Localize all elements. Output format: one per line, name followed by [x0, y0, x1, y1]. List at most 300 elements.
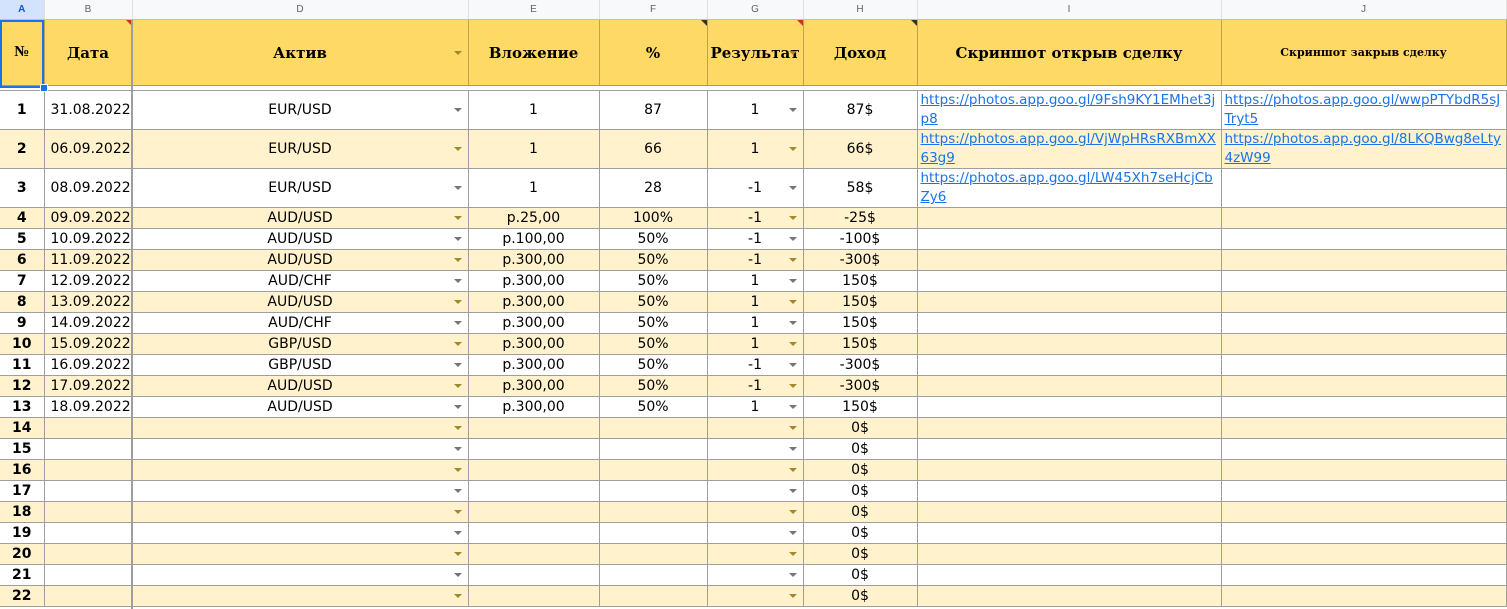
fill-handle[interactable]: [40, 84, 48, 92]
asset-cell[interactable]: AUD/CHF: [132, 313, 468, 334]
comment-marker-icon: [797, 20, 803, 26]
result-cell[interactable]: 1: [707, 397, 803, 418]
income-cell[interactable]: 150$: [803, 313, 917, 334]
dropdown-arrow-icon[interactable]: [789, 186, 797, 190]
asset-cell[interactable]: GBP/USD: [132, 355, 468, 376]
table-row: [0, 229, 1506, 250]
result-cell[interactable]: 1: [707, 313, 803, 334]
dropdown-arrow-icon[interactable]: [454, 384, 462, 388]
date-cell[interactable]: 31.08.2022: [44, 91, 132, 130]
income-cell[interactable]: 58$: [803, 169, 917, 208]
screenshot-close-link[interactable]: https://photos.app.goo.gl/8LKQBwg8eLty4zW99: [1221, 130, 1506, 169]
investment-cell[interactable]: р.300,00: [468, 271, 599, 292]
screenshot-close-link[interactable]: [1221, 460, 1506, 481]
column-letter[interactable]: F: [599, 0, 707, 20]
percent-cell[interactable]: [599, 523, 707, 544]
result-cell[interactable]: 1: [707, 91, 803, 130]
table-row: [0, 565, 1506, 586]
dropdown-arrow-icon[interactable]: [789, 384, 797, 388]
screenshot-close-link[interactable]: [1221, 397, 1506, 418]
table-row: [0, 271, 1506, 292]
dropdown-arrow-icon[interactable]: [789, 363, 797, 367]
row-number-cell[interactable]: 1: [0, 91, 44, 130]
result-cell[interactable]: -1: [707, 355, 803, 376]
investment-cell[interactable]: р.25,00: [468, 208, 599, 229]
row-number-cell[interactable]: 12: [0, 376, 44, 397]
dropdown-arrow-icon[interactable]: [789, 552, 797, 556]
date-cell[interactable]: [44, 586, 132, 607]
row-number-cell[interactable]: 20: [0, 544, 44, 565]
column-letter[interactable]: J: [1221, 0, 1506, 20]
table-row: [0, 544, 1506, 565]
income-cell[interactable]: 87$: [803, 91, 917, 130]
column-letter[interactable]: I: [917, 0, 1221, 20]
table-row: [0, 397, 1506, 418]
income-cell[interactable]: -300$: [803, 376, 917, 397]
dropdown-arrow-icon[interactable]: [789, 216, 797, 220]
date-cell[interactable]: [44, 460, 132, 481]
dropdown-arrow-icon[interactable]: [789, 573, 797, 577]
investment-cell[interactable]: [468, 565, 599, 586]
result-cell[interactable]: [707, 481, 803, 502]
result-cell[interactable]: 1: [707, 130, 803, 169]
investment-cell[interactable]: [468, 481, 599, 502]
date-cell[interactable]: [44, 544, 132, 565]
dropdown-arrow-icon[interactable]: [789, 51, 797, 55]
dropdown-arrow-icon[interactable]: [454, 342, 462, 346]
dropdown-arrow-icon[interactable]: [454, 510, 462, 514]
date-cell[interactable]: 13.09.2022: [44, 292, 132, 313]
investment-cell[interactable]: [468, 502, 599, 523]
row-number-cell[interactable]: 16: [0, 460, 44, 481]
asset-cell[interactable]: [132, 544, 468, 565]
screenshot-open-link[interactable]: [917, 334, 1221, 355]
income-cell[interactable]: -100$: [803, 229, 917, 250]
investment-cell[interactable]: р.300,00: [468, 376, 599, 397]
percent-cell[interactable]: [599, 481, 707, 502]
investment-cell[interactable]: р.300,00: [468, 355, 599, 376]
date-cell[interactable]: 06.09.2022: [44, 130, 132, 169]
investment-cell[interactable]: р.300,00: [468, 397, 599, 418]
screenshot-close-link[interactable]: [1221, 523, 1506, 544]
income-cell[interactable]: -300$: [803, 355, 917, 376]
screenshot-open-link[interactable]: https://photos.app.goo.gl/LW45Xh7seHcjCbZy6: [917, 169, 1221, 208]
header-percent-label: %: [645, 43, 661, 62]
date-cell[interactable]: [44, 565, 132, 586]
dropdown-arrow-icon[interactable]: [789, 594, 797, 598]
row-number-cell[interactable]: 6: [0, 250, 44, 271]
row-number-cell[interactable]: 13: [0, 397, 44, 418]
header-cell-num[interactable]: [0, 20, 44, 86]
screenshot-close-link[interactable]: [1221, 334, 1506, 355]
dropdown-arrow-icon[interactable]: [454, 258, 462, 262]
screenshot-close-link[interactable]: [1221, 313, 1506, 334]
header-screenshot-open-label: Скриншот открыв сделку: [955, 43, 1183, 62]
date-cell[interactable]: 16.09.2022: [44, 355, 132, 376]
screenshot-open-link[interactable]: [917, 313, 1221, 334]
asset-cell[interactable]: [132, 523, 468, 544]
dropdown-arrow-icon[interactable]: [454, 216, 462, 220]
date-cell[interactable]: 11.09.2022: [44, 250, 132, 271]
column-letter[interactable]: G: [707, 0, 803, 20]
result-cell[interactable]: [707, 502, 803, 523]
screenshot-open-link[interactable]: [917, 502, 1221, 523]
row-number-cell[interactable]: 18: [0, 502, 44, 523]
percent-cell[interactable]: 87: [599, 91, 707, 130]
result-cell[interactable]: [707, 523, 803, 544]
screenshot-close-link[interactable]: [1221, 544, 1506, 565]
result-cell[interactable]: 1: [707, 334, 803, 355]
date-cell[interactable]: 10.09.2022: [44, 229, 132, 250]
column-letter[interactable]: E: [468, 0, 599, 20]
screenshot-close-link[interactable]: [1221, 565, 1506, 586]
dropdown-arrow-icon[interactable]: [789, 531, 797, 535]
header-cell-result[interactable]: [707, 20, 803, 86]
dropdown-arrow-icon[interactable]: [454, 300, 462, 304]
income-cell[interactable]: 0$: [803, 523, 917, 544]
row-number-cell[interactable]: 4: [0, 208, 44, 229]
table-row: [0, 502, 1506, 523]
dropdown-arrow-icon[interactable]: [454, 489, 462, 493]
screenshot-close-link[interactable]: https://photos.app.goo.gl/wwpPTYbdR5sJTryt5: [1221, 91, 1506, 130]
dropdown-arrow-icon[interactable]: [789, 279, 797, 283]
income-cell[interactable]: 0$: [803, 544, 917, 565]
screenshot-open-link[interactable]: [917, 481, 1221, 502]
dropdown-arrow-icon[interactable]: [454, 186, 462, 190]
screenshot-open-link[interactable]: [917, 523, 1221, 544]
row-number-cell[interactable]: 15: [0, 439, 44, 460]
result-cell[interactable]: -1: [707, 376, 803, 397]
percent-cell[interactable]: [599, 439, 707, 460]
asset-cell[interactable]: [132, 439, 468, 460]
dropdown-arrow-icon[interactable]: [789, 300, 797, 304]
dropdown-arrow-icon[interactable]: [454, 426, 462, 430]
investment-cell[interactable]: 1: [468, 130, 599, 169]
screenshot-close-link[interactable]: [1221, 169, 1506, 208]
income-cell[interactable]: 0$: [803, 565, 917, 586]
date-cell[interactable]: [44, 439, 132, 460]
header-screenshot-close-label: Скриншот закрыв сделку: [1280, 46, 1447, 59]
row-number-cell[interactable]: 14: [0, 418, 44, 439]
dropdown-arrow-icon[interactable]: [454, 552, 462, 556]
dropdown-arrow-icon[interactable]: [789, 468, 797, 472]
dropdown-arrow-icon[interactable]: [789, 258, 797, 262]
header-cell-screenshot-open[interactable]: [917, 20, 1221, 86]
screenshot-open-link[interactable]: [917, 376, 1221, 397]
row-number-cell[interactable]: 3: [0, 169, 44, 208]
dropdown-arrow-icon[interactable]: [789, 342, 797, 346]
table-row: [0, 208, 1506, 229]
asset-cell[interactable]: EUR/USD: [132, 130, 468, 169]
result-cell[interactable]: [707, 439, 803, 460]
percent-cell[interactable]: 100%: [599, 208, 707, 229]
percent-cell[interactable]: 50%: [599, 376, 707, 397]
date-cell[interactable]: 18.09.2022: [44, 397, 132, 418]
result-cell[interactable]: [707, 418, 803, 439]
percent-cell[interactable]: 28: [599, 169, 707, 208]
result-cell[interactable]: -1: [707, 169, 803, 208]
row-number-cell[interactable]: 22: [0, 586, 44, 607]
screenshot-open-link[interactable]: [917, 565, 1221, 586]
percent-cell[interactable]: 50%: [599, 397, 707, 418]
result-cell[interactable]: -1: [707, 229, 803, 250]
dropdown-arrow-icon[interactable]: [789, 321, 797, 325]
dropdown-arrow-icon[interactable]: [454, 321, 462, 325]
result-cell[interactable]: 1: [707, 271, 803, 292]
screenshot-close-link[interactable]: [1221, 586, 1506, 607]
row-number-cell[interactable]: 7: [0, 271, 44, 292]
screenshot-close-link[interactable]: [1221, 502, 1506, 523]
table-row: [0, 586, 1506, 607]
dropdown-arrow-icon[interactable]: [789, 108, 797, 112]
dropdown-arrow-icon[interactable]: [454, 594, 462, 598]
asset-cell[interactable]: AUD/USD: [132, 376, 468, 397]
percent-cell[interactable]: 50%: [599, 313, 707, 334]
screenshot-open-link[interactable]: [917, 460, 1221, 481]
income-cell[interactable]: -300$: [803, 250, 917, 271]
date-cell[interactable]: 14.09.2022: [44, 313, 132, 334]
header-income-label: Доход: [833, 43, 887, 62]
screenshot-close-link[interactable]: [1221, 376, 1506, 397]
screenshot-open-link[interactable]: [917, 229, 1221, 250]
screenshot-open-link[interactable]: https://photos.app.goo.gl/VjWpHRsRXBmXX63g9: [917, 130, 1221, 169]
dropdown-arrow-icon[interactable]: [454, 363, 462, 367]
dropdown-arrow-icon[interactable]: [454, 447, 462, 451]
header-result-label: Результат: [710, 43, 800, 62]
asset-cell[interactable]: EUR/USD: [132, 91, 468, 130]
dropdown-arrow-icon[interactable]: [454, 51, 462, 55]
screenshot-open-link[interactable]: [917, 544, 1221, 565]
row-number-cell[interactable]: 8: [0, 292, 44, 313]
result-cell[interactable]: [707, 565, 803, 586]
asset-cell[interactable]: [132, 502, 468, 523]
percent-cell[interactable]: [599, 460, 707, 481]
investment-cell[interactable]: р.300,00: [468, 313, 599, 334]
percent-cell[interactable]: 50%: [599, 355, 707, 376]
date-cell[interactable]: 17.09.2022: [44, 376, 132, 397]
table-row: [0, 376, 1506, 397]
screenshot-open-link[interactable]: [917, 292, 1221, 313]
percent-cell[interactable]: 50%: [599, 292, 707, 313]
header-cell-percent[interactable]: [599, 20, 707, 86]
investment-cell[interactable]: р.300,00: [468, 292, 599, 313]
percent-cell[interactable]: [599, 418, 707, 439]
dropdown-arrow-icon[interactable]: [789, 510, 797, 514]
table-row: [0, 355, 1506, 376]
table-row: [0, 313, 1506, 334]
income-cell[interactable]: 150$: [803, 334, 917, 355]
income-cell[interactable]: 66$: [803, 130, 917, 169]
screenshot-close-link[interactable]: [1221, 418, 1506, 439]
screenshot-open-link[interactable]: [917, 418, 1221, 439]
asset-cell[interactable]: AUD/USD: [132, 229, 468, 250]
column-letter[interactable]: A: [0, 0, 44, 20]
income-cell[interactable]: -25$: [803, 208, 917, 229]
row-number-cell[interactable]: 19: [0, 523, 44, 544]
investment-cell[interactable]: [468, 523, 599, 544]
screenshot-open-link[interactable]: https://photos.app.goo.gl/9Fsh9KY1EMhet3jp8: [917, 91, 1221, 130]
income-cell[interactable]: 0$: [803, 502, 917, 523]
result-cell[interactable]: [707, 460, 803, 481]
row-number-cell[interactable]: 17: [0, 481, 44, 502]
screenshot-close-link[interactable]: [1221, 250, 1506, 271]
row-number-cell[interactable]: 2: [0, 130, 44, 169]
percent-cell[interactable]: 50%: [599, 250, 707, 271]
table-row: [0, 460, 1506, 481]
table-row: [0, 481, 1506, 502]
screenshot-close-link[interactable]: [1221, 481, 1506, 502]
table-row: [0, 439, 1506, 460]
asset-cell[interactable]: AUD/USD: [132, 250, 468, 271]
income-cell[interactable]: 150$: [803, 292, 917, 313]
table-row: [0, 250, 1506, 271]
investment-cell[interactable]: 1: [468, 91, 599, 130]
investment-cell[interactable]: р.300,00: [468, 334, 599, 355]
dropdown-arrow-icon[interactable]: [789, 405, 797, 409]
investment-cell[interactable]: [468, 460, 599, 481]
percent-cell[interactable]: [599, 544, 707, 565]
dropdown-arrow-icon[interactable]: [789, 447, 797, 451]
table-row: [0, 523, 1506, 544]
asset-cell[interactable]: [132, 460, 468, 481]
percent-cell[interactable]: 50%: [599, 271, 707, 292]
date-cell[interactable]: [44, 418, 132, 439]
percent-cell[interactable]: [599, 586, 707, 607]
dropdown-arrow-icon[interactable]: [454, 468, 462, 472]
column-letter[interactable]: D: [132, 0, 468, 20]
dropdown-arrow-icon[interactable]: [789, 489, 797, 493]
screenshot-open-link[interactable]: [917, 250, 1221, 271]
table-row: [0, 418, 1506, 439]
date-cell[interactable]: 12.09.2022: [44, 271, 132, 292]
dropdown-arrow-icon[interactable]: [454, 108, 462, 112]
date-cell[interactable]: [44, 502, 132, 523]
screenshot-close-link[interactable]: [1221, 355, 1506, 376]
investment-cell[interactable]: [468, 544, 599, 565]
table-row: [0, 292, 1506, 313]
screenshot-open-link[interactable]: [917, 271, 1221, 292]
investment-cell[interactable]: [468, 418, 599, 439]
income-cell[interactable]: 0$: [803, 481, 917, 502]
column-header-row: [0, 0, 1506, 20]
income-cell[interactable]: 150$: [803, 397, 917, 418]
row-number-cell[interactable]: 10: [0, 334, 44, 355]
screenshot-open-link[interactable]: [917, 208, 1221, 229]
column-letter[interactable]: B: [44, 0, 132, 20]
screenshot-close-link[interactable]: [1221, 229, 1506, 250]
result-cell[interactable]: [707, 586, 803, 607]
date-cell[interactable]: 08.09.2022: [44, 169, 132, 208]
header-asset-label: Актив: [273, 43, 327, 62]
investment-cell[interactable]: р.100,00: [468, 229, 599, 250]
note-marker-icon: [701, 20, 707, 26]
dropdown-arrow-icon[interactable]: [789, 237, 797, 241]
income-cell[interactable]: 0$: [803, 418, 917, 439]
screenshot-open-link[interactable]: [917, 397, 1221, 418]
asset-cell[interactable]: GBP/USD: [132, 334, 468, 355]
row-number-cell[interactable]: 21: [0, 565, 44, 586]
asset-cell[interactable]: AUD/CHF: [132, 271, 468, 292]
result-cell[interactable]: -1: [707, 250, 803, 271]
screenshot-close-link[interactable]: [1221, 292, 1506, 313]
header-investment-label: Вложение: [488, 43, 579, 62]
income-cell[interactable]: 0$: [803, 460, 917, 481]
screenshot-close-link[interactable]: [1221, 439, 1506, 460]
income-cell[interactable]: 0$: [803, 439, 917, 460]
investment-cell[interactable]: [468, 439, 599, 460]
screenshot-open-link[interactable]: [917, 355, 1221, 376]
dropdown-arrow-icon[interactable]: [454, 405, 462, 409]
header-cell-income[interactable]: [803, 20, 917, 86]
screenshot-open-link[interactable]: [917, 586, 1221, 607]
percent-cell[interactable]: 66: [599, 130, 707, 169]
note-marker-icon: [911, 20, 917, 26]
column-divider: [131, 20, 133, 609]
column-letter[interactable]: H: [803, 0, 917, 20]
asset-cell[interactable]: [132, 481, 468, 502]
header-num-label: №: [14, 44, 30, 60]
dropdown-arrow-icon[interactable]: [454, 573, 462, 577]
row-number-cell[interactable]: 5: [0, 229, 44, 250]
table-header-row: [0, 20, 1506, 86]
asset-cell[interactable]: [132, 418, 468, 439]
dropdown-arrow-icon[interactable]: [454, 279, 462, 283]
dropdown-arrow-icon[interactable]: [789, 426, 797, 430]
result-cell[interactable]: -1: [707, 208, 803, 229]
date-cell[interactable]: 15.09.2022: [44, 334, 132, 355]
table-row: [0, 91, 1506, 130]
header-cell-screenshot-close[interactable]: [1221, 20, 1506, 86]
dropdown-arrow-icon[interactable]: [454, 237, 462, 241]
header-cell-date[interactable]: [44, 20, 132, 86]
header-date-label: Дата: [66, 43, 110, 62]
income-cell[interactable]: 150$: [803, 271, 917, 292]
date-cell[interactable]: [44, 523, 132, 544]
header-cell-asset[interactable]: [132, 20, 468, 86]
date-cell[interactable]: [44, 481, 132, 502]
asset-cell[interactable]: [132, 565, 468, 586]
percent-cell[interactable]: 50%: [599, 229, 707, 250]
row-number-cell[interactable]: 11: [0, 355, 44, 376]
screenshot-close-link[interactable]: [1221, 271, 1506, 292]
header-cell-investment[interactable]: [468, 20, 599, 86]
income-cell[interactable]: 0$: [803, 586, 917, 607]
result-cell[interactable]: [707, 544, 803, 565]
percent-cell[interactable]: [599, 502, 707, 523]
investment-cell[interactable]: 1: [468, 169, 599, 208]
date-cell[interactable]: 09.09.2022: [44, 208, 132, 229]
table-row: [0, 130, 1506, 169]
asset-cell[interactable]: [132, 586, 468, 607]
table-row: [0, 334, 1506, 355]
asset-cell[interactable]: AUD/USD: [132, 292, 468, 313]
asset-cell[interactable]: AUD/USD: [132, 208, 468, 229]
result-cell[interactable]: 1: [707, 292, 803, 313]
investment-cell[interactable]: р.300,00: [468, 250, 599, 271]
dropdown-arrow-icon[interactable]: [454, 531, 462, 535]
asset-cell[interactable]: EUR/USD: [132, 169, 468, 208]
percent-cell[interactable]: 50%: [599, 334, 707, 355]
table-row: [0, 169, 1506, 208]
dropdown-arrow-icon[interactable]: [789, 147, 797, 151]
percent-cell[interactable]: [599, 565, 707, 586]
investment-cell[interactable]: [468, 586, 599, 607]
screenshot-open-link[interactable]: [917, 439, 1221, 460]
asset-cell[interactable]: AUD/USD: [132, 397, 468, 418]
row-number-cell[interactable]: 9: [0, 313, 44, 334]
dropdown-arrow-icon[interactable]: [454, 147, 462, 151]
screenshot-close-link[interactable]: [1221, 208, 1506, 229]
